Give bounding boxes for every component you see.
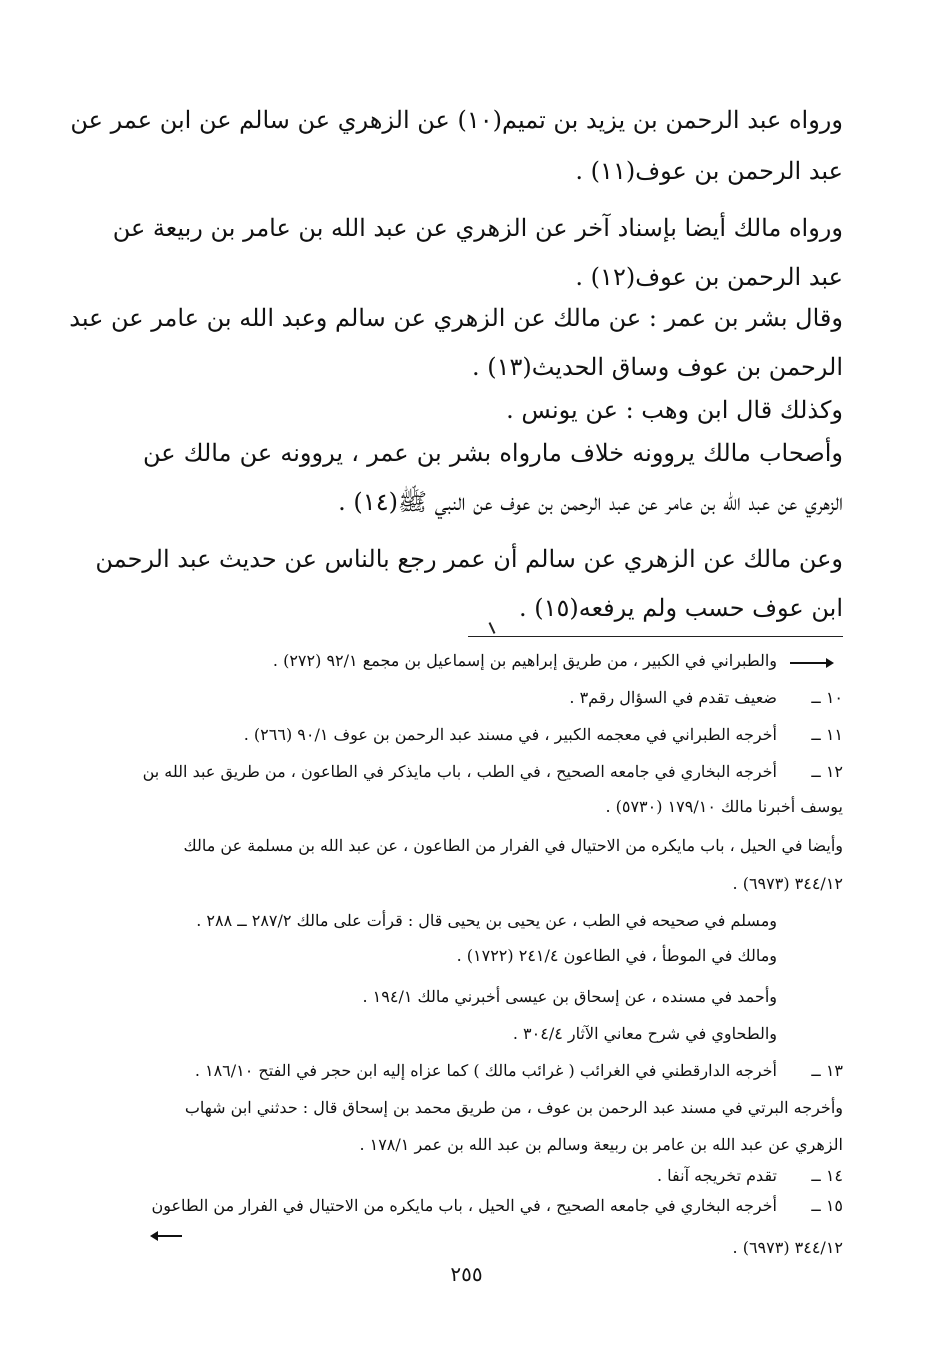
page-number: ٢٥٥ [450, 1262, 483, 1286]
footnote-text: ومالك في الموطأ ، في الطاعون ٢٤١/٤ (١٧٢٢) . [456, 946, 777, 965]
body-line: وأصحاب مالك يروونه خلاف مارواه بشر بن عمر ، يروونه عن مالك عن [143, 439, 843, 467]
body-line: وكذلك قال ابن وهب : عن يونس . [506, 396, 843, 424]
footnote-text: تقدم تخريجه آنفا . [656, 1166, 777, 1185]
footnote-text: الزهري عن عبد الله بن عامر بن ربيعة وسالم بن عبد الله بن عمر ١٧٨/١ . [359, 1135, 843, 1154]
footnote-text: ٣٤٤/١٢ (٦٩٧٣) . [732, 874, 843, 893]
body-line: وعن مالك عن الزهري عن سالم أن عمر رجع بالناس عن حديث عبد الرحمن [95, 545, 843, 573]
footnote-text: ومسلم في صحيحه في الطب ، عن يحيى بن يحيى قال : قرأت على مالك ٢٨٧/٢ ــ ٢٨٨ . [196, 911, 777, 930]
body-line: الزهري عن عبد الله بن عامر عن عبد الرحمن بن عوف عن النبي ﷺ(١٤) . [338, 488, 843, 516]
footnote-text: وأحمد في مسنده ، عن إسحاق بن عيسى أخبرني مالك ١٩٤/١ . [362, 987, 777, 1006]
footnote-text: والطحاوي في شرح معاني الآثار ٣٠٤/٤ . [512, 1024, 777, 1043]
body-line: ورواه مالك أيضا بإسناد آخر عن الزهري عن عبد الله بن عامر بن ربيعة عن [112, 214, 843, 242]
footnote-text: يوسف أخبرنا مالك ١٧٩/١٠ (٥٧٣٠) . [605, 797, 843, 816]
footnote-number: ١٥ ــ [811, 1196, 843, 1215]
footnote-number: ١٤ ــ [811, 1166, 843, 1185]
continuation-arrow-icon [152, 1235, 182, 1237]
footnote-text: ضعيف تقدم في السؤال رقم٣ . [569, 688, 777, 707]
footnote-separator [468, 636, 843, 637]
footnote-text: ٣٤٤/١٢ (٦٩٧٣) . [732, 1238, 843, 1257]
footnote-number: ١٣ ــ [811, 1061, 843, 1080]
footnote-text: وأخرجه البرتي في مسند عبد الرحمن بن عوف ، من طريق محمد بن إسحاق قال : حدثني ابن شهاب [184, 1098, 843, 1117]
body-line: ورواه عبد الرحمن بن يزيد بن تميم(١٠) عن الزهري عن سالم عن ابن عمر عن [70, 106, 843, 134]
body-line: ابن عوف حسب ولم يرفعه(١٥) . [518, 594, 843, 622]
footnote-text: أخرجه الدارقطني في الغرائب ( غرائب مالك ) كما عزاه إليه ابن حجر في الفتح ١٨٦/١٠ . [194, 1061, 777, 1080]
footnote-text: أخرجه البخاري في جامعه الصحيح ، في الحيل ، باب مايكره من الاحتيال في الفرار من الطاعون [151, 1196, 777, 1215]
body-line: الرحمن بن عوف وساق الحديث(١٣) . [472, 353, 843, 381]
rule-mark [489, 622, 496, 634]
footnote-number: ١٠ ــ [811, 688, 843, 707]
footnote-text: والطبراني في الكبير ، من طريق إبراهيم بن إسماعيل بن مجمع ٩٢/١ (٢٧٢) . [272, 651, 777, 670]
body-line: عبد الرحمن بن عوف(١١) . [575, 157, 843, 185]
continuation-arrow-icon [790, 662, 832, 664]
body-line: عبد الرحمن بن عوف(١٢) . [575, 263, 843, 291]
footnote-text: وأيضا في الحيل ، باب مايكره من الاحتيال في الفرار من الطاعون ، عن عبد الله بن مسلمة عن مالك [183, 836, 843, 855]
body-line: وقال بشر بن عمر : عن مالك عن الزهري عن سالم وعبد الله بن عامر عن عبد [69, 304, 843, 332]
footnote-number: ١١ ــ [811, 725, 843, 744]
footnote-text: أخرجه الطبراني في معجمه الكبير ، في مسند عبد الرحمن بن عوف ٩٠/١ (٢٦٦) . [243, 725, 777, 744]
footnote-text: أخرجه البخاري في جامعه الصحيح ، في الطب ، باب مايذكر في الطاعون ، من طريق عبد الله بن [142, 762, 777, 781]
footnote-number: ١٢ ــ [811, 762, 843, 781]
